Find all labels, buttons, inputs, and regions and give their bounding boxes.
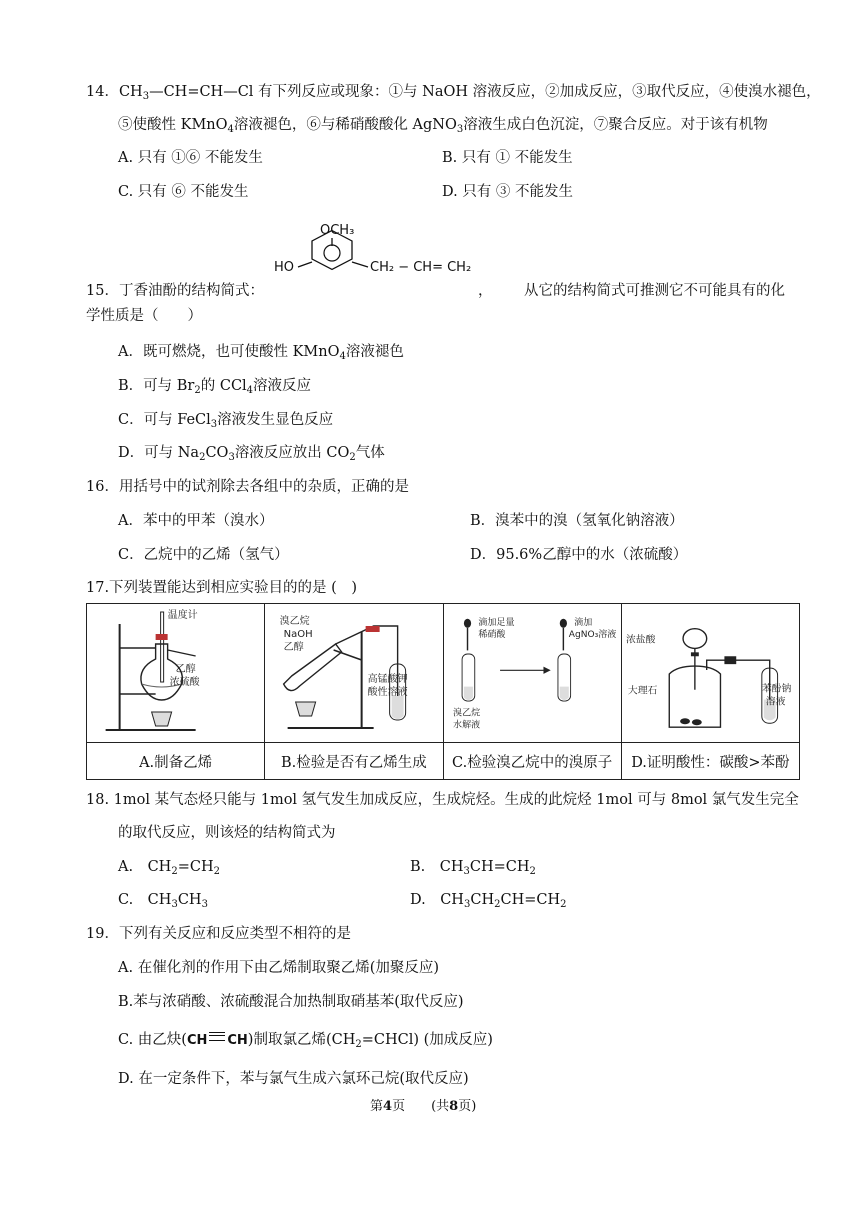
q17-stem: 17.下列装置能达到相应实验目的的是 ( )	[86, 580, 357, 596]
q15-stem-line2: 学性质是（ ）	[86, 308, 202, 324]
page-footer: 第4页 (共8页)	[370, 1099, 477, 1114]
figure-c-add-nitric-1: 滴加足量	[477, 618, 515, 629]
q15-stem-line1: 15．丁香油酚的结构简式：	[86, 283, 264, 299]
figure-b-kmno4-label: 高锰酸钾	[367, 674, 408, 685]
figure-a-thermometer-label: 温度计	[167, 610, 198, 621]
q15-option-d[interactable]: D．可与 $Na_2CO_3$溶液反应放出 $CO_2$气体	[118, 445, 385, 463]
figure-c-add-silver-2: AgNO₃溶液	[568, 629, 616, 640]
q16-option-c[interactable]: C．乙烷中的乙烯（氢气）	[118, 547, 289, 563]
q15-stem-comma: ，	[478, 283, 493, 299]
figure-c-hydrolysis-test	[444, 604, 621, 742]
q15-option-a[interactable]: A．既可燃烧，也可使酸性 KMnO$_4$溶液褪色	[118, 344, 404, 362]
figure-d-cell	[621, 604, 799, 743]
q19-stem: 19．下列有关反应和反应类型不相符的是	[86, 926, 351, 942]
figure-c-hydrolysate-label: 水解液	[452, 720, 480, 731]
figure-c-bromoethane-label: 溴乙烷	[452, 708, 480, 719]
q19-option-c[interactable]: C. 由乙炔(CH CH)制取氯乙烯$(CH_2=CHCl)$ (加成反应)	[118, 1032, 493, 1050]
figure-b-naoh-label: NaOH	[283, 629, 313, 640]
q15-stem-line1-end: 从它的结构简式可推测它不可能具有的化	[524, 283, 785, 299]
figure-d-marble-label: 大理石	[627, 685, 658, 697]
figure-b-acidic-label: 酸性溶液	[367, 687, 408, 698]
q18-stem-line2: 的取代反应，则该烃的结构简式为	[118, 825, 336, 841]
eugenol-structure	[270, 216, 490, 284]
q14-option-d[interactable]: D. 只有 ③ 不能发生	[442, 184, 574, 200]
page-current: 4	[383, 1099, 393, 1114]
q16-stem: 16．用括号中的试剂除去各组中的杂质，正确的是	[86, 479, 409, 495]
figure-c-add-silver-1: 滴加	[573, 618, 592, 629]
q14-option-a[interactable]: A. 只有 ①⑥ 不能发生	[118, 150, 263, 166]
q17-apparatus-table	[86, 603, 800, 780]
figure-d-solution-label: 溶液	[765, 696, 786, 708]
figure-a-cell	[87, 604, 265, 743]
q15-option-b[interactable]: B．可与 $Br_2$的 CCl$_4$溶液反应	[118, 378, 312, 396]
q17-caption-c[interactable]: C.检验溴乙烷中的溴原子	[443, 743, 621, 780]
q16-option-a[interactable]: A．苯中的甲苯（溴水）	[118, 513, 274, 529]
methoxy-group-label: OCH₃	[320, 223, 355, 238]
figure-c-add-nitric-2: 稀硝酸	[477, 629, 505, 640]
q17-caption-d[interactable]: D.证明酸性：碳酸>苯酚	[621, 743, 799, 780]
q17-caption-a[interactable]: A.制备乙烯	[87, 743, 265, 780]
figure-d-phenoxide-label: 苯酚钠	[761, 683, 792, 695]
hydroxyl-group-label: HO	[274, 260, 295, 275]
figure-d-hcl-label: 浓盐酸	[625, 634, 656, 646]
figure-b-cell	[265, 604, 443, 743]
figure-a-ethanol-label: 乙醇	[175, 664, 196, 675]
figure-c-cell	[443, 604, 621, 743]
q18-option-c[interactable]: C. $CH_3CH_3$	[118, 892, 208, 910]
acetylene-formula: CH CH	[186, 1033, 248, 1048]
figure-b-elimination-apparatus	[265, 604, 442, 742]
q14-option-b[interactable]: B. 只有 ① 不能发生	[442, 150, 573, 166]
figure-a-ethylene-apparatus	[87, 604, 264, 742]
q18-option-d[interactable]: D. $CH_3CH_2CH=CH_2$	[410, 892, 567, 910]
q14-option-c[interactable]: C. 只有 ⑥ 不能发生	[118, 184, 249, 200]
q16-option-d[interactable]: D．95.6%乙醇中的水（浓硫酸）	[470, 547, 688, 563]
q18-option-b[interactable]: B. $CH_3CH=CH_2$	[410, 859, 536, 877]
allyl-side-chain-label: CH₂ − CH= CH₂	[370, 260, 472, 275]
page-total: 8	[449, 1099, 459, 1114]
q16-option-b[interactable]: B．溴苯中的溴（氢氧化钠溶液）	[470, 513, 684, 529]
q19-option-a[interactable]: A. 在催化剂的作用下由乙烯制取聚乙烯(加聚反应)	[118, 960, 440, 976]
q18-stem-line1: 18. 1mol 某气态烃只能与 1mol 氢气发生加成反应，生成烷烃。生成的此烷烃 1mol 可与 8mol 氯气发生完全	[86, 792, 799, 808]
q14-stem-line1: 14．$CH_3—CH=CH—Cl$ 有下列反应或现象：①与 NaOH 溶液反应，②加成反应，③取代反应，④使溴水褪色，	[86, 84, 821, 102]
q15-option-c[interactable]: C．可与 FeCl$_3$溶液发生显色反应	[118, 412, 334, 430]
q18-option-a[interactable]: A. $CH_2=CH_2$	[118, 859, 220, 877]
q17-caption-b[interactable]: B.检验是否有乙烯生成	[265, 743, 443, 780]
figure-d-acidity-apparatus	[622, 604, 799, 742]
q19-option-b[interactable]: B.苯与浓硝酸、浓硫酸混合加热制取硝基苯(取代反应)	[118, 994, 464, 1010]
figure-a-acid-label: 浓硫酸	[169, 677, 200, 688]
q14-stem-line2: ⑤使酸性 KMnO$_4$溶液褪色，⑥与稀硝酸酸化 AgNO$_3$溶液生成白色沉淀，⑦聚合反应。对于该有机物	[118, 117, 768, 135]
q19-option-d[interactable]: D. 在一定条件下，苯与氯气生成六氯环己烷(取代反应)	[118, 1071, 469, 1087]
figure-b-ethanol-label: 乙醇	[283, 642, 304, 653]
figure-b-bromoethane-label: 溴乙烷	[279, 616, 310, 627]
